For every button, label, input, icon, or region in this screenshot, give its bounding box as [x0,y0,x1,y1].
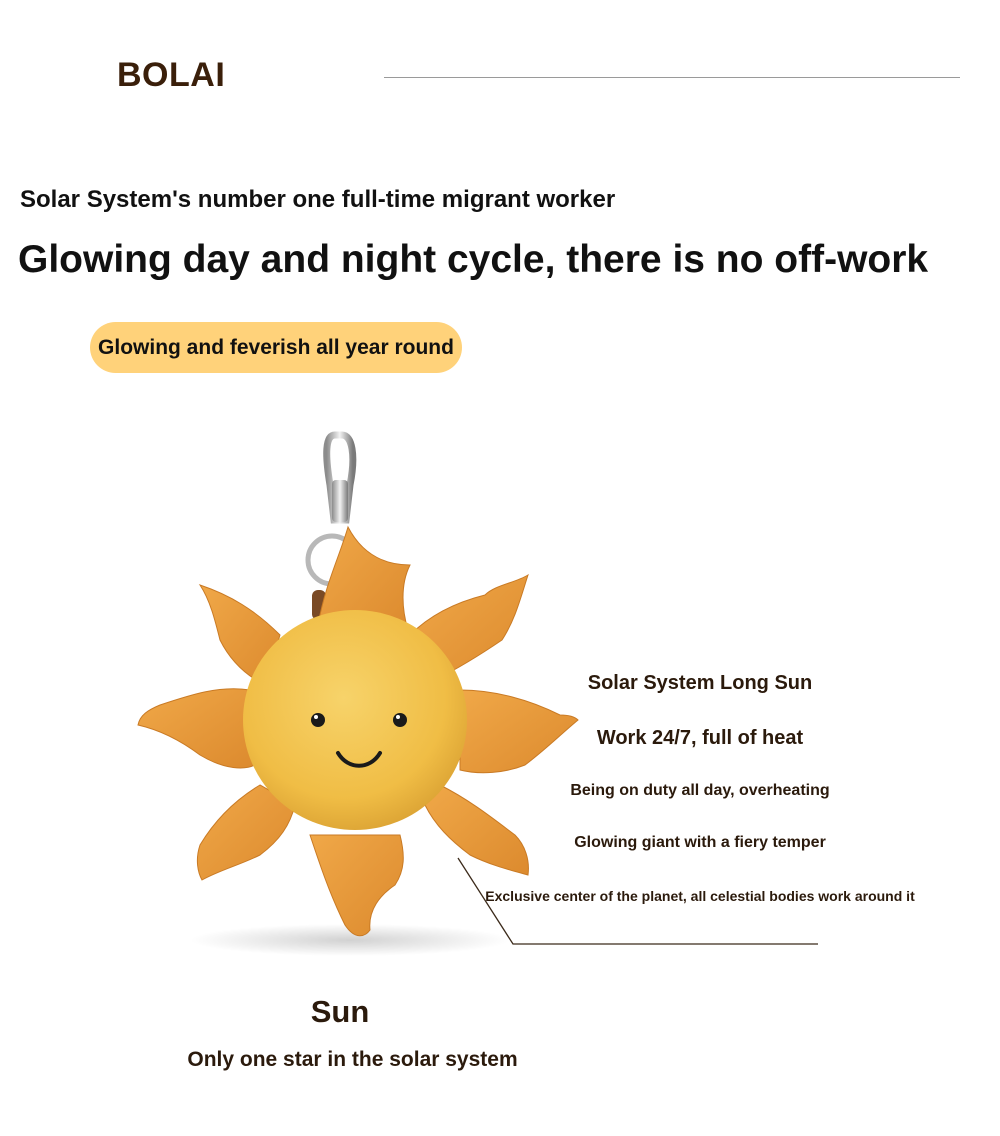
left-eye [311,713,325,727]
feature-line: Glowing giant with a fiery temper [574,834,826,851]
highlight-badge-label: Glowing and feverish all year round [98,335,454,359]
subheading: Solar System's number one full-time migrant worker [20,186,616,213]
brand-logo-text: BOLAI [117,56,226,94]
feature-line: Exclusive center of the planet, all celestial bodies work around it [485,888,915,904]
product-name: Sun [310,994,370,1029]
product-tagline: Only one star in the solar system [187,1048,518,1071]
feature-line: Work 24/7, full of heat [596,727,804,749]
sun-face [243,610,467,830]
header-divider [384,77,960,78]
feature-line: Being on duty all day, overheating [570,782,830,799]
headline: Glowing day and night cycle, there is no off-work [18,238,929,281]
feature-line: Solar System Long Sun [587,672,813,694]
highlight-badge [90,322,462,373]
right-eye [393,713,407,727]
